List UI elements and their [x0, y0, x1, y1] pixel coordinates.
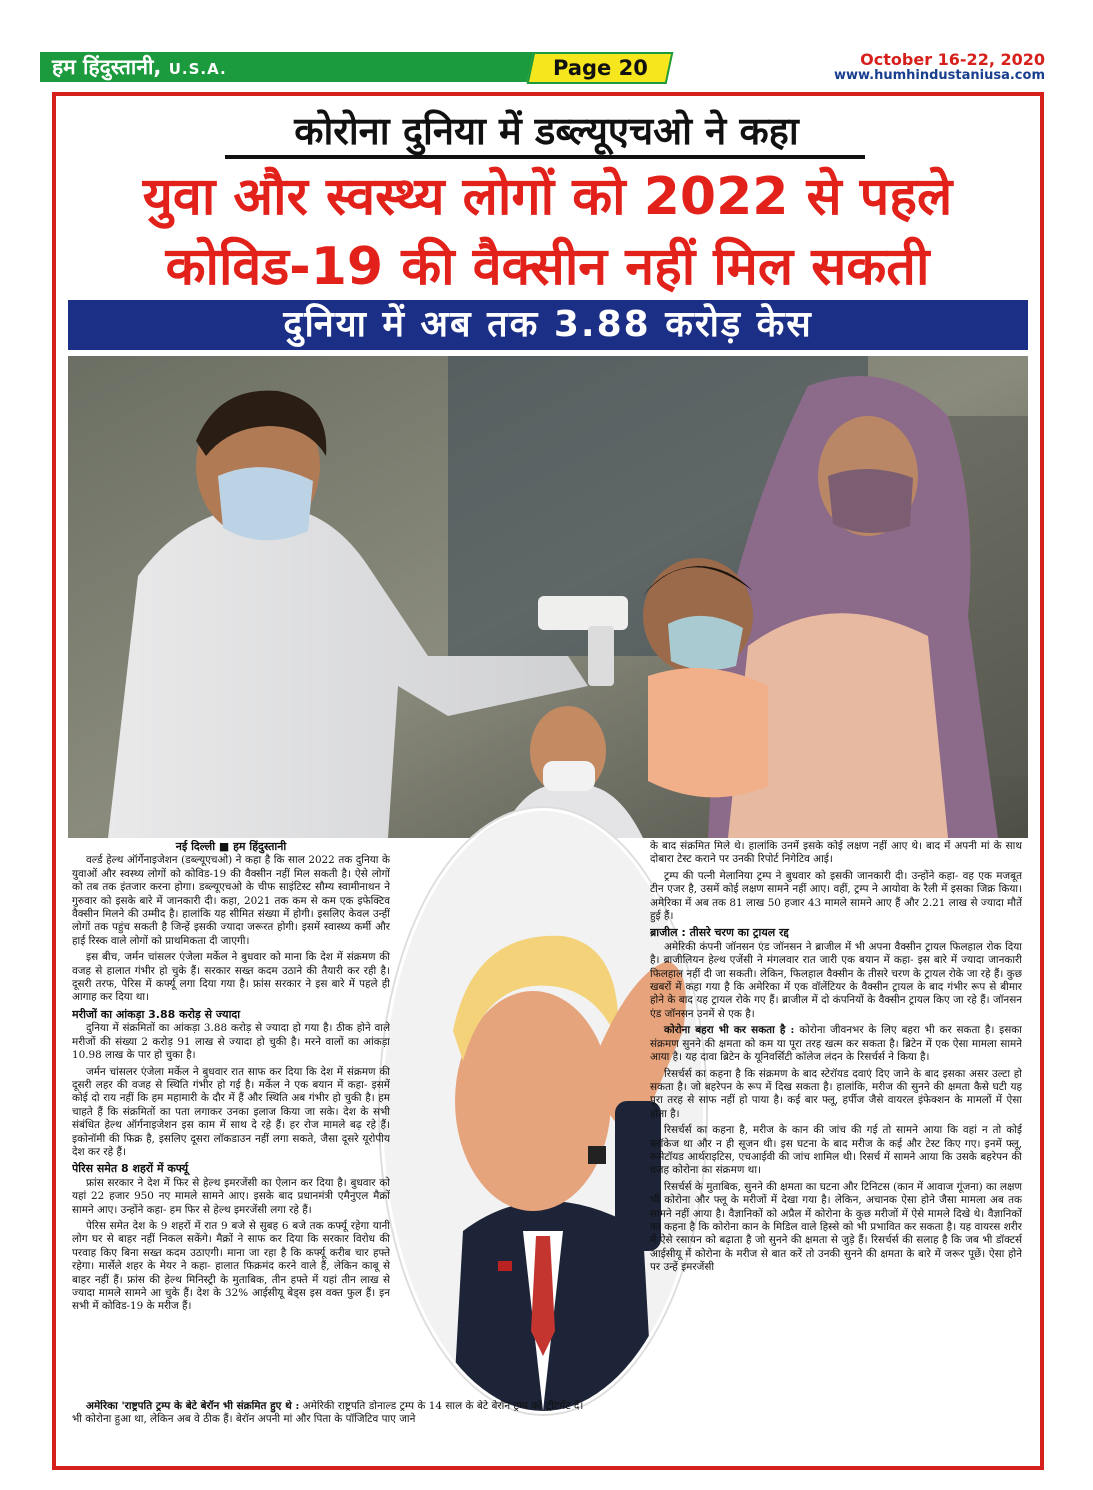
- paragraph-text: कोरोना जीवनभर के लिए बहरा भी कर सकता है। इसका संक्रमण सुनने की क्षमता को कम या पूरा तरह खत्म कर सकता है। ब्रिटेन में एक ऐसा मामला सामने आया है। यह दावा ब्रिटेन के यूनिवर्सिटी कॉलेज लंदन के रिसर्चर्स ने किया है।: [650, 1024, 1022, 1064]
- headline-line-2: कोविड-19 की वैक्सीन नहीं मिल सकती: [165, 237, 930, 297]
- paragraph: रिसर्चर्स के मुताबिक, सुनने की क्षमता का घटना और टिनिटस (कान में आवाज गूंजना) का लक्षण भी कोरोना और फ्लू के मरीजों में देखा गया है। लेकिन, अचानक ऐसा होने जैसा मामला अब तक सामने नहीं आया है। वैज्ञानिकों को अप्रैल में कोरोना के कुछ मरीजों में ऐसे मामले दिखे थे। वैज्ञानिकों का कहना है कि कोरोना कान के मिडिल वाले हिस्से को भी प्रभावित कर सकता है। यह वायरस शरीर में ऐसे रसायन को बढ़ाता है जो सुनने की क्षमता से जुड़े हैं। रिसर्चर्स की सलाह है कि जब भी डॉक्टर्स आईसीयू में कोरोना के मरीज से बात करें तो उनकी सुनने की क्षमता के बारे में जरूर पूछें। ऐसा होने पर उन्हें इमरजेंसी: [650, 1180, 1022, 1274]
- health-worker-thermal-scan-photo: [68, 356, 1028, 838]
- masthead: [0, 0, 1093, 90]
- page-number: Page 20: [552, 56, 648, 80]
- article-bottom-left: [72, 1400, 542, 1460]
- brand-name: हम हिंदुस्तानी,: [52, 55, 162, 79]
- sub-headline-band: दुनिया में अब तक 3.88 करोड़ केस: [68, 300, 1028, 350]
- kicker-headline: कोरोना दुनिया में डब्ल्यूएचओ ने कहा: [294, 109, 799, 153]
- paragraph: रिसर्चर्स का कहना है कि संक्रमण के बाद स्टेरॉयड दवाएं दिए जाने के बाद इसका असर उल्टा हो सकता है। जो बहरेपन के रूप में दिख सकता है। हालांकि, मरीज की सुनने की क्षमता कैसे घटी यह पूरा तरह से साफ नहीं हो पाया है। कई बार फ्लू, हर्पीज जैसे वायरल इंफेक्शन के मामलों में ऐसा होता है।: [650, 1067, 1022, 1120]
- site-url[interactable]: www.humhindustaniusa.com: [833, 68, 1045, 83]
- paragraph: दुनिया में संक्रमितों का आंकड़ा 3.88 करोड़ से ज्यादा हो गया है। ठीक होने वाले मरीजों की संख्या 2 करोड़ 91 लाख से ज्यादा हो चुकी है। मरने वालों का आंकड़ा 10.98 लाख के पार हो चुका है।: [72, 1022, 390, 1062]
- paragraph: ट्रीटमेंट दें।: [546, 1400, 584, 1412]
- paragraph: [650, 1024, 1022, 1064]
- brand-country: U.S.A.: [168, 60, 227, 78]
- lead-in: कोरोना बहरा भी कर सकता है :: [664, 1024, 795, 1037]
- paragraph: पेरिस समेत देश के 9 शहरों में रात 9 बजे से सुबह 6 बजे तक कर्फ्यू रहेगा यानी लोग घर से बाहर नहीं निकल सकेंगे। मैक्रों ने साफ कर दिया कि सरकार विरोध की परवाह किए बिना सख्त कदम उठाएगी। माना जा रहा है कि कर्फ्यू करीब चार हफ्ते रहेगा। मार्सेले शहर के मेयर ने कहा- हालात फिक्रमंद करने वाले हैं, लेकिन काबू से बाहर नहीं हैं। फ्रांस की हेल्थ मिनिस्ट्री के मुताबिक, तीन हफ्ते में यहां तीन लाख से ज्यादा मामले सामने आ चुके हैं। देश के 32% आईसीयू बेड्स इस वक्त फुल हैं। इन सभी में कोविड-19 के मरीज हैं।: [72, 1219, 390, 1313]
- paragraph: [72, 1400, 542, 1427]
- paragraph: इस बीच, जर्मन चांसलर एंजेला मर्केल ने बुधवार को माना कि देश में संक्रमण की वजह से हालात गंभीर हो चुके हैं। सरकार सख्त कदम उठाने की तैयारी कर रही है। दूसरी तरफ, पेरिस में कर्फ्यू लगा दिया गया है। फ्रांस सरकार ने इस बारे में पहले ही आगाह कर दिया था।: [72, 951, 390, 1004]
- paragraph: जर्मन चांसलर एंजेला मर्केल ने बुधवार रात साफ कर दिया कि देश में संक्रमण की दूसरी लहर की वजह से स्थिति गंभीर हो गई है। मर्केल ने एक बयान में कहा- इसमें कोई दो राय नहीं कि हम महामारी के दौर में हैं और स्थिति अब गंभीर हो चुकी है। हम चाहते हैं कि संक्रमितों का पता लगाकर उनका इलाज किया जा सके। देश के सभी संबंधित हेल्थ ऑर्गनाइजेशन इस काम में साथ दे रहे हैं। हर रोज मामले बढ़ रहे हैं। इकोनॉमी की फिक्र है, इसलिए दूसरा लॉकडाउन नहीं लगा सकते, जैसा दूसरे यूरोपीय देश कर रहे हैं।: [72, 1065, 390, 1158]
- paragraph: ट्रम्प की पत्नी मेलानिया ट्रम्प ने बुधवार को इसकी जानकारी दी। उन्होंने कहा- वह एक मजबूत टीन एजर है, उसमें कोई लक्षण सामने नहीं आए। वहीं, ट्रम्प ने आयोवा के रैली में इसका जिक्र किया। अमेरिका में अब तक 81 लाख 50 हजार 43 मामले सामने आए हैं और 2.21 लाख से ज्यादा मौतें हुई हैं।: [650, 869, 1022, 923]
- paragraph: फ्रांस सरकार ने देश में फिर से हेल्थ इमरजेंसी का ऐलान कर दिया है। बुधवार को यहां 22 हजार 950 नए मामले सामने आए। इसके बाद प्रधानमंत्री एमैनुएल मैक्रों सामने आए। उन्होंने कहा- हम फिर से हेल्थ इमरजेंसी लगा रहे हैं।: [72, 1176, 390, 1216]
- paragraph: अमेरिकी कंपनी जॉनसन एंड जॉनसन ने ब्राजील में भी अपना वैक्सीन ट्रायल फिलहाल रोक दिया है। ब्राजीलियन हेल्थ एजेंसी ने मंगलवार रात जारी एक बयान में कहा- इस बारे में ज्यादा जानकारी फिलहाल नहीं दी जा सकती। लेकिन, फिलहाल वैक्सीन के तीसरे चरण के ट्रायल रोके जा रहे हैं। कुछ खबरों में कहा गया है कि अमेरिका में एक वॉलेंटियर के वैक्सीन ट्रायल के बाद गंभीर रूप से बीमार होने के बाद यह ट्रायल रोके गए हैं। ब्राजील में दो कंपनियों के वैक्सीन ट्रायल किए जा रहे हैं। जॉनसन एंड जॉनसन उनमें से एक है।: [650, 940, 1022, 1020]
- headline-line-1: युवा और स्वस्थ्य लोगों को 2022 से पहले: [142, 167, 953, 227]
- subheading: ब्राजील : तीसरे चरण का ट्रायल रद्द: [650, 926, 789, 940]
- paragraph: रिसर्चर्स का कहना है, मरीज के कान की जांच की गई तो सामने आया कि वहां न तो कोई ब्लॉकेज था और न ही सूजन थी। इस घटना के बाद मरीज के कई और टेस्ट किए गए। इनमें फ्लू, रूमेटॉयड आर्थराइटिस, एचआईवी की जांच शामिल थी। रिसर्च में सामने आया कि उसके बहरेपन की वजह कोरोना का संक्रमण था।: [650, 1124, 1022, 1177]
- article-column-right: [650, 840, 1022, 1400]
- kicker-underline: [225, 155, 865, 159]
- main-photo: [68, 356, 1028, 838]
- lead-in: अमेरिका 'राष्ट्रपति ट्रम्प के बेटे बेरॉन भी संक्रमित हुए थे :: [86, 1400, 300, 1412]
- brand-bar: [40, 52, 545, 82]
- paragraph: वर्ल्ड हेल्थ ऑर्गेनाइजेशन (डब्ल्यूएचओ) ने कहा है कि साल 2022 तक दुनिया के युवाओं और स्वस्थ्य लोगों को कोविड-19 की वैक्सीन नहीं मिल सकती है। ऐसे लोगों को तब तक इंतजार करना होगा। डब्ल्यूएचओ के चीफ साइंटिस्ट सौम्य स्वामीनाथन ने गुरुवार को इसके बारे में जानकारी दी। कहा, 2021 तक कम से कम एक इफेक्टिव वैक्सीन मिलने की उम्मीद है। हालांकि यह सीमित संख्या में होगी। इसलिए केवल उन्हीं लोगों तक पहुंच सकती है जिन्हें इसकी ज्यादा जरूरत होगी। इसमें स्वास्थ्य कर्मी और हाई रिस्क वाले लोगों को प्राथमिकता दी जाएगी।: [72, 854, 390, 947]
- issue-date: October 16-22, 2020: [860, 50, 1045, 69]
- page-number-badge: [527, 52, 674, 84]
- dateline: नई दिल्ली ■ हम हिंदुस्तानी: [175, 840, 287, 853]
- paragraph: के बाद संक्रमित मिले थे। हालांकि उनमें इसके कोई लक्षण नहीं आए थे। बाद में अपनी मां के साथ दोबारा टेस्ट कराने पर उनकी रिपोर्ट निगेटिव आई।: [650, 840, 1022, 866]
- subheading: मरीजों का आंकड़ा 3.88 करोड़ से ज्यादा: [72, 1007, 241, 1021]
- article-bottom-right: [546, 1400, 1022, 1460]
- subheading: पेरिस समेत 8 शहरों में कर्फ्यू: [72, 1162, 189, 1176]
- paragraph-text: अमेरिकी राष्ट्रपति डोनाल्ड ट्रम्प के 14 साल के बेटे बेरॉन ट्रम्प को भी कोरोना हुआ था, लेकिन अब वे ठीक हैं। बेरॉन अपनी मां और पिता के पॉजिटिव पाए जाने: [72, 1400, 542, 1426]
- main-headline: [60, 162, 1035, 302]
- article-column-left: [72, 840, 390, 1452]
